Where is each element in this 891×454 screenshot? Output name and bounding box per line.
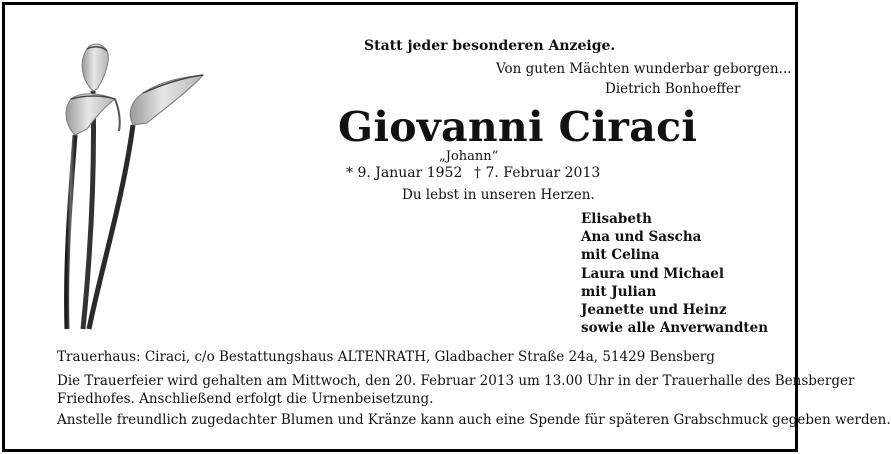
deceased-nickname: „Johann“ [439, 149, 499, 164]
quote-author: Dietrich Bonhoeffer [605, 81, 741, 97]
family-member: Ana und Sascha [581, 229, 702, 246]
death-date: † 7. Februar 2013 [474, 165, 601, 181]
ceremony-line: Friedhofes. Anschließend erfolgt die Urnenbeisetzung. [57, 391, 434, 407]
family-member: mit Julian [581, 283, 657, 300]
obituary-frame [2, 2, 891, 452]
quote-text: Von guten Mächten wunderbar geborgen... [496, 61, 792, 77]
ceremony-info [57, 372, 854, 408]
intro-line: Statt jeder besonderen Anzeige. [364, 38, 616, 54]
epitaph: Du lebst in unseren Herzen. [402, 187, 595, 203]
calla-lilies-icon [57, 39, 217, 331]
family-member: Laura und Michael [581, 265, 724, 282]
mourning-house-address: Trauerhaus: Ciraci, c/o Bestattungshaus ALTENRATH, Gladbacher Straße 24a, 51429 Bensberg [57, 349, 715, 365]
family-member: Jeanette und Heinz [581, 302, 727, 319]
donation-note: Anstelle freundlich zugedachter Blumen und Kränze kann auch eine Spende für späteren Grabschmuck gegeben werden. [57, 412, 891, 428]
deceased-name: Giovanni Ciraci [338, 103, 698, 151]
family-list [581, 210, 768, 337]
family-member: sowie alle Anverwandten [581, 320, 769, 337]
family-member: mit Celina [581, 247, 660, 264]
family-member: Elisabeth [581, 211, 652, 227]
birth-date: * 9. Januar 1952 [346, 165, 463, 181]
ceremony-line: Die Trauerfeier wird gehalten am Mittwoch, den 20. Februar 2013 um 13.00 Uhr in der Trauerhalle des Bensberger [57, 373, 855, 389]
